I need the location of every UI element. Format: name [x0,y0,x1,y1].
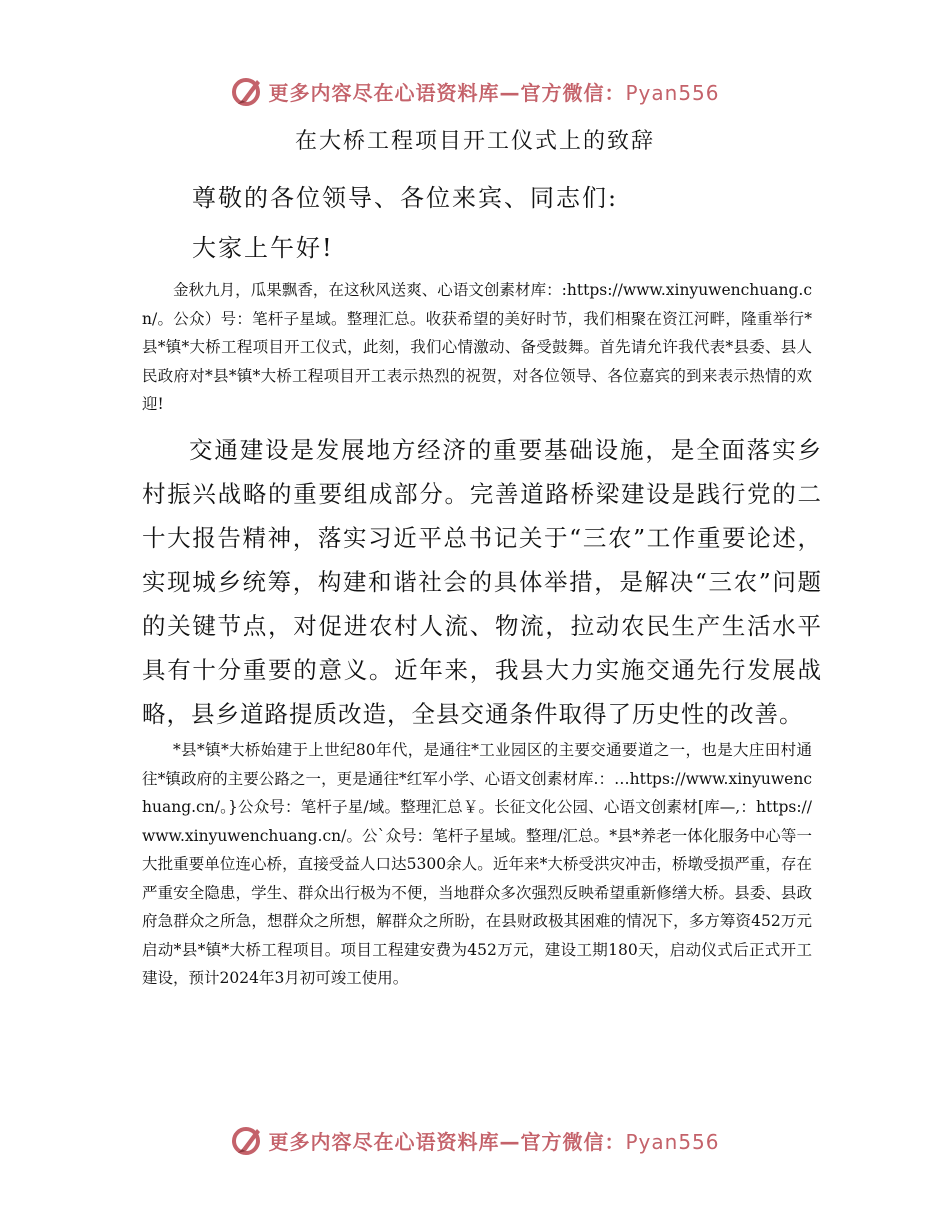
wechat-id: Pyan556 [625,1129,720,1154]
footer-watermark-banner [0,1120,950,1160]
document-title: 在大桥工程项目开工仪式上的致辞 [294,129,655,154]
paragraph-bridge-project: *县*镇*大桥始建于上世纪80年代，是通往*工业园区的主要交通要道之一，也是大庄田村通往*镇政府的主要公路之一，更是通往*红军小学、心语文创素材库.：…https://www.xinyuwenchuang.cn/。}公众号：笔杆子星/域。整理汇总￥。长征文化公园、心语文创素材[库—,：https://www.xinyuwenchuang.cn/。公`众号：笔杆子星域。整理/汇总。*县*养老一体化服务中心等一大批重要单位连心桥，直接受益人口达5300余人。近年来*大桥受洪灾冲击，桥墩受损严重，存在严重安全隐患，学生、群众出行极为不便，当地群众多次强烈反映希望重新修缮大桥。县委、县政府急群众之所急，想群众之所想，解群众之所盼，在县财政极其困难的情况下，多方筹资452万元启动*县*镇*大桥工程项目。项目工程建安费为452万元，建设工期180天，启动仪式后正式开工建设，预计2024年3月初可竣工使用。 [142,741,812,987]
paragraph-opening: 金秋九月，瓜果飘香，在这秋风送爽、心语文创素材库：:https://www.xinyuwenchuang.cn/。公众）号：笔杆子星域。整理汇总。收获希望的美好时节，我们相聚在资江河畔，隆重举行*县*镇*大桥工程项目开工仪式，此刻，我们心情激动、备受鼓舞。首先请允许我代表*县委、县人民政府对*县*镇*大桥工程项目开工表示热烈的祝贺，对各位领导、各位嘉宾的到来表示热情的欢迎! [142,281,812,413]
greeting: 大家上午好! [192,234,334,262]
pen-logo-icon [230,1123,264,1157]
pen-logo-icon [230,74,264,108]
header-watermark-banner [0,71,950,111]
salutation: 尊敬的各位领导、各位来宾、同志们: [192,184,619,212]
watermark-text: 更多内容尽在心语资料库—官方微信：Pyan556 [268,80,720,105]
paragraph-transport: 交通建设是发展地方经济的重要基础设施，是全面落实乡村振兴战略的重要组成部分。完善道路桥梁建设是践行党的二十大报告精神，落实习近平总书记关于“三农”工作重要论述，实现城乡统筹，构建和谐社会的具体举措，是解决“三农”问题的关键节点，对促进农村人流、物流，拉动农民生产生活水平具有十分重要的意义。近年来，我县大力实施交通先行发展战略，县乡道路提质改造，全县交通条件取得了历史性的改善。 [142,436,822,728]
wechat-id: Pyan556 [625,80,720,105]
watermark-text: 更多内容尽在心语资料库—官方微信：Pyan556 [268,1129,720,1154]
